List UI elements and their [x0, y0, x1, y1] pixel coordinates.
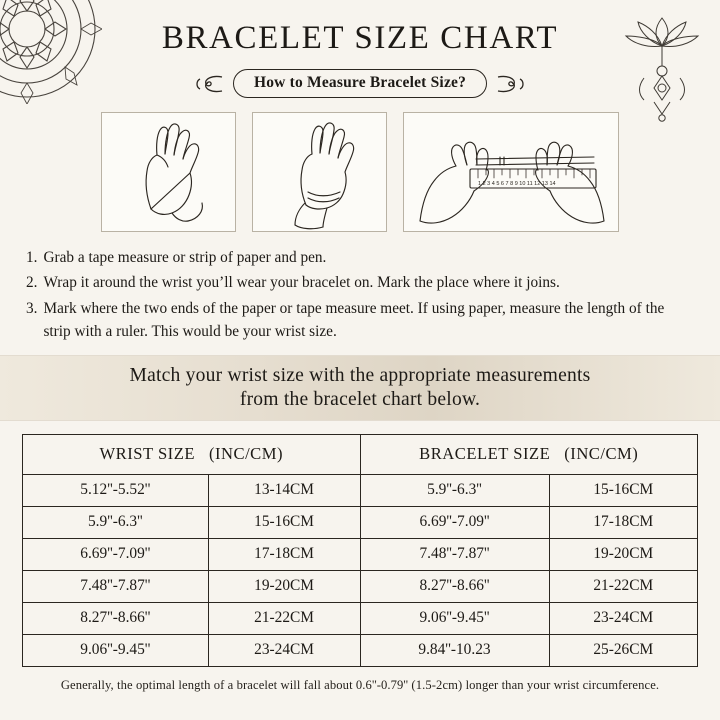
cell-bracelet-cm: 25-26CM — [549, 635, 698, 667]
table-row — [23, 507, 698, 539]
illustration-measuring-strip-with-ruler — [403, 112, 619, 232]
instruction-steps — [26, 246, 694, 343]
cell-wrist-cm: 17-18CM — [208, 539, 360, 571]
subtitle-pill: How to Measure Bracelet Size? — [233, 69, 487, 98]
cell-bracelet-inch: 6.69''-7.09'' — [360, 507, 549, 539]
cell-wrist-cm: 21-22CM — [208, 603, 360, 635]
cell-bracelet-cm: 21-22CM — [549, 571, 698, 603]
cell-bracelet-inch: 7.48''-7.87'' — [360, 539, 549, 571]
table-row — [23, 603, 698, 635]
step-item — [26, 271, 694, 294]
banner-line-2: from the bracelet chart below. — [239, 389, 481, 410]
cell-wrist-inch: 8.27''-8.66'' — [23, 603, 209, 635]
cell-bracelet-inch: 8.27''-8.66'' — [360, 571, 549, 603]
illustration-hand-with-tape-measure — [101, 112, 236, 232]
subtitle-row — [0, 69, 720, 98]
banner-line-1: Match your wrist size with the appropriate measurements — [129, 364, 591, 386]
table-row — [23, 571, 698, 603]
table-row — [23, 539, 698, 571]
cell-bracelet-inch: 9.06''-9.45'' — [360, 603, 549, 635]
header-bracelet-label: BRACELET SIZE — [419, 444, 551, 463]
illustration-hand-wrapping-wrist — [252, 112, 387, 232]
cell-wrist-inch: 5.12''-5.52'' — [23, 475, 209, 507]
step-item — [26, 297, 694, 344]
footnote: Generally, the optimal length of a bracelet will fall about 0.6''-0.79'' (1.5-2cm) longer than your wrist circumference. — [60, 678, 660, 692]
step-text: Mark where the two ends of the paper or tape measure meet. If using paper, measure the length of the strip with a ruler. This would be your wrist size. — [43, 299, 665, 340]
header-bracelet-size — [360, 435, 698, 475]
page-title: BRACELET SIZE CHART — [161, 20, 559, 56]
step-number: 2. — [26, 274, 38, 292]
cell-wrist-cm: 23-24CM — [208, 635, 360, 667]
cell-wrist-inch: 5.9''-6.3'' — [23, 507, 209, 539]
cell-bracelet-cm: 15-16CM — [549, 475, 698, 507]
header-bracelet-unit: (INC/CM) — [564, 444, 639, 463]
cell-wrist-inch: 6.69''-7.09'' — [23, 539, 209, 571]
flourish-left-icon — [194, 73, 224, 95]
table-row — [23, 475, 698, 507]
step-item — [26, 246, 694, 269]
illustration-row — [0, 112, 720, 232]
cell-bracelet-cm: 19-20CM — [549, 539, 698, 571]
cell-wrist-cm: 15-16CM — [208, 507, 360, 539]
svg-text:1 2 3 4 5 6 7 8 9 10 11 12 13: 1 2 3 4 5 6 7 8 9 10 11 12 13 14 — [478, 181, 556, 187]
cell-wrist-cm: 19-20CM — [208, 571, 360, 603]
header-wrist-size — [23, 435, 361, 475]
cell-wrist-inch: 7.48''-7.87'' — [23, 571, 209, 603]
cell-wrist-inch: 9.06''-9.45'' — [23, 635, 209, 667]
header-wrist-unit: (INC/CM) — [208, 444, 284, 463]
size-table — [22, 434, 698, 667]
step-text: Wrap it around the wrist you’ll wear your bracelet on. Mark the place where it joins. — [43, 274, 560, 292]
cell-bracelet-cm: 23-24CM — [549, 603, 698, 635]
step-number: 3. — [26, 299, 38, 317]
cell-bracelet-cm: 17-18CM — [549, 507, 698, 539]
cell-wrist-cm: 13-14CM — [208, 475, 360, 507]
step-number: 1. — [26, 249, 38, 266]
cell-bracelet-inch: 5.9''-6.3'' — [360, 475, 549, 507]
match-size-banner — [0, 355, 720, 421]
table-header-row — [23, 435, 698, 475]
flourish-right-icon — [496, 73, 526, 95]
step-text: Grab a tape measure or strip of paper and pen. — [43, 249, 327, 266]
header-wrist-label: WRIST SIZE — [99, 444, 195, 463]
table-row — [23, 635, 698, 667]
cell-bracelet-inch: 9.84''-10.23 — [360, 635, 549, 667]
